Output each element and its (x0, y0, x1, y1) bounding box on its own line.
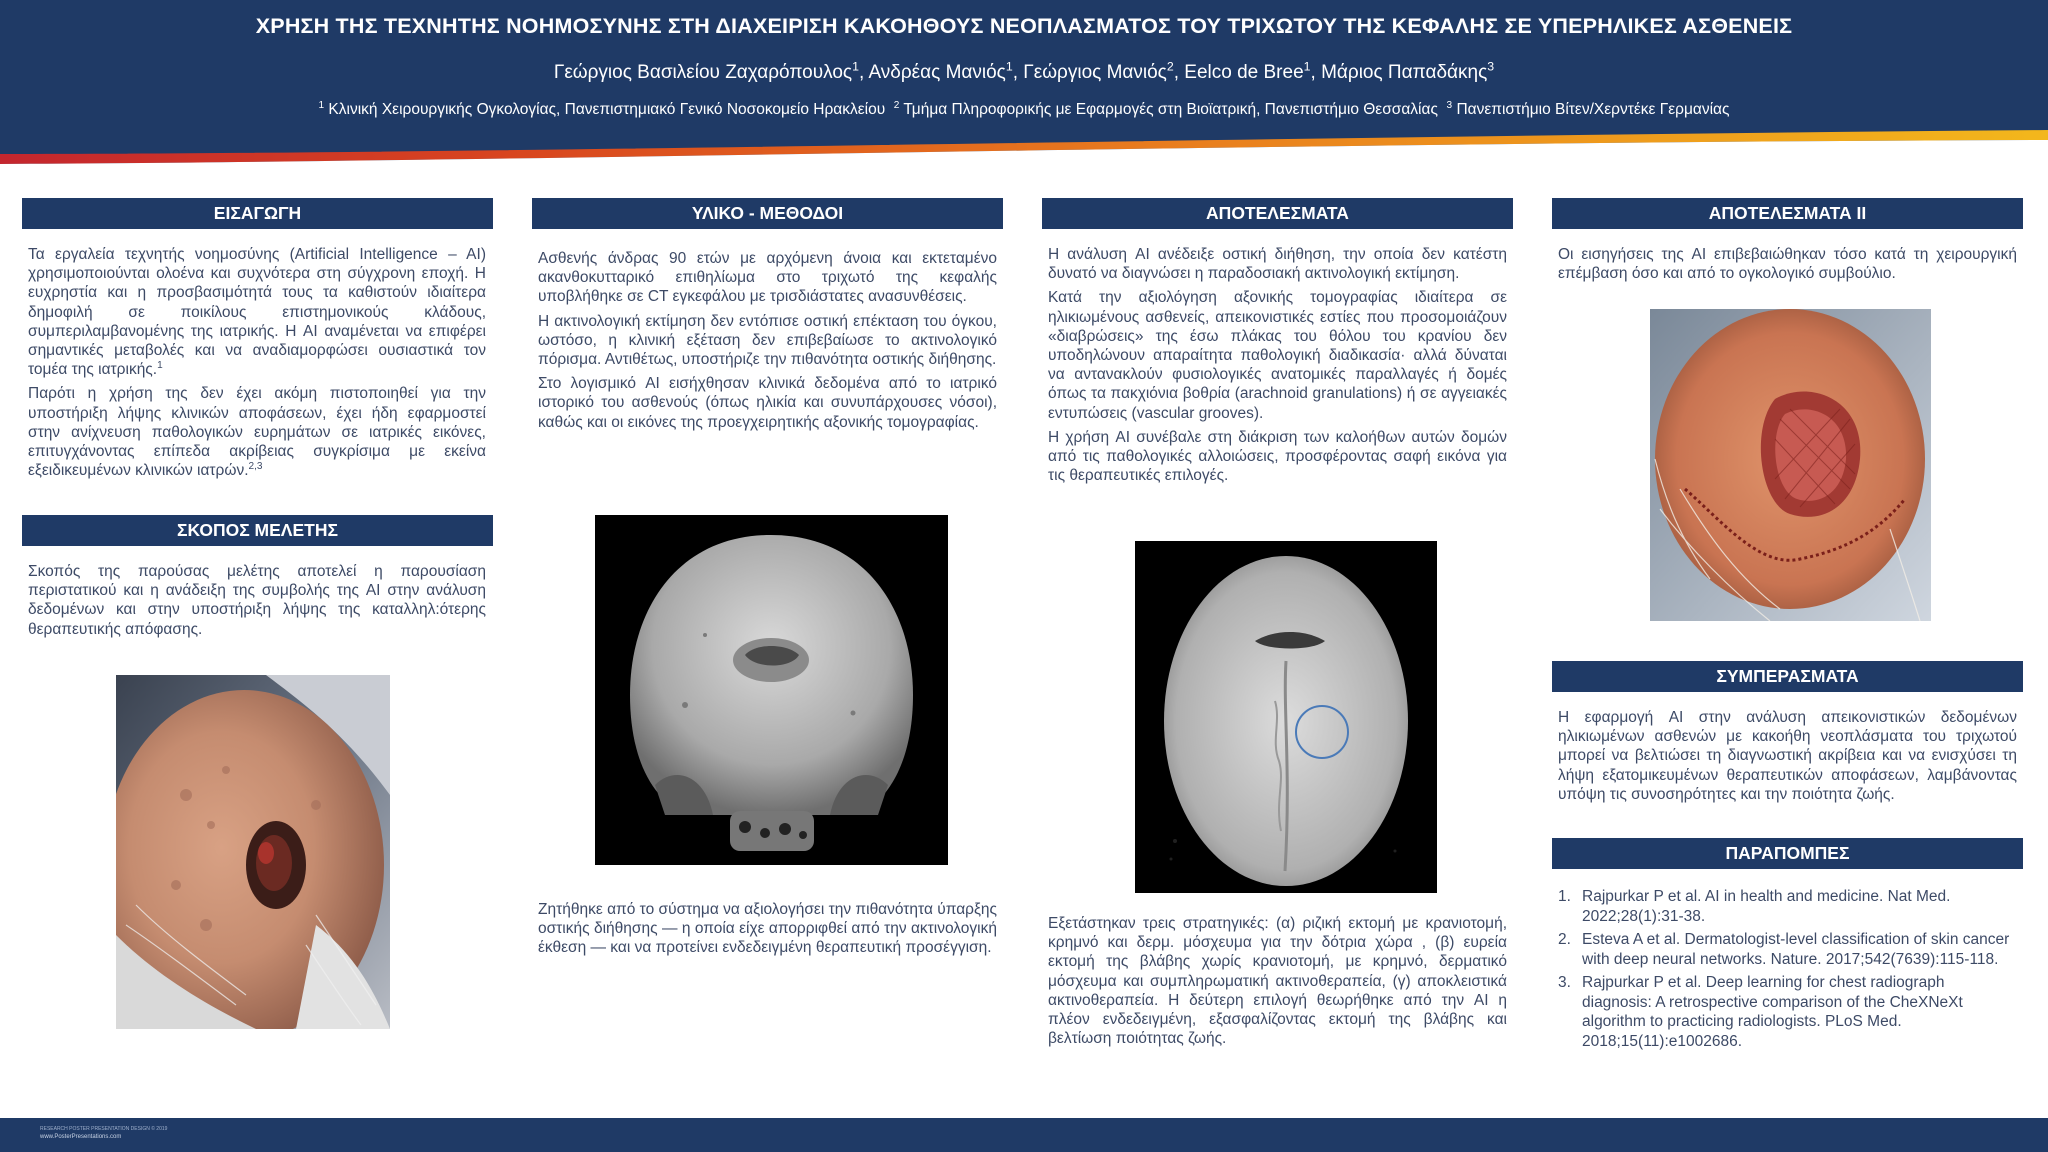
scalp-lesion-illustration (116, 675, 390, 1029)
section-heading-conclusions: ΣΥΜΠΕΡΑΣΜΑΤΑ (1552, 661, 2023, 692)
scalp-lesion-photo (116, 675, 390, 1029)
reference-item (1558, 887, 2017, 926)
affiliation-mark: 1 (318, 99, 325, 111)
author: Γεώργιος Βασιλείου Ζαχαρόπουλος (553, 62, 853, 83)
conclusions-paragraph: Η εφαρμογή AI στην ανάλυση απεικονιστικών δεδομένων ηλικιωμένων ασθενών με κακοήθη νεοπλάσματα του τριχωτού μπορεί να βελτιώσει τη διαγνωστική ακρίβεια και να ενισχύσει τη λήψη εξατομικευμένων θεραπευτικών αποφάσεων, λαμβάνοντας υπόψη τις συνοσηρότητες και την ποιότητα ζωής. (1558, 709, 2017, 803)
reference-text: Rajpurkar P et al. AI in health and medicine. Nat Med. 2022;28(1):31-38. (1582, 888, 1951, 925)
postoperative-photo (1650, 309, 1931, 621)
citation-mark: 1 (157, 360, 163, 372)
author-separator: , (1012, 62, 1024, 83)
results-paragraph: Η ανάλυση AI ανέδειξε οστική διήθηση, την οποία δεν κατέστη δυνατό να διαγνώσει η παραδοσιακή ακτινολογική εκτίμηση. (1048, 246, 1507, 283)
reference-text: Rajpurkar P et al. Deep learning for chest radiograph diagnosis: A retrospective comparison of the CheXNeXt algorithm to practicing radiologists. PLoS Med. 2018;15(11):e1002686. (1582, 974, 1963, 1050)
author-separator: , (858, 62, 869, 83)
section-heading-methods: ΥΛΙΚΟ - ΜΕΘΟΔΟΙ (532, 198, 1003, 229)
intro-paragraph (28, 245, 486, 379)
results-text-bottom (1048, 914, 1507, 1048)
author-affiliation-mark: 1 (852, 59, 859, 74)
author-affiliation-mark: 3 (1487, 59, 1495, 74)
intro-paragraph-text: Παρότι η χρήση της δεν έχει ακόμη πιστοποιηθεί για την υποστήριξη λήψης κλινικών αποφάσεων, έχει ήδη εφαρμοστεί στην ανίχνευση παθολογικών ευρημάτων σε ιατρικές εικόνες, επιτυγχάνοντας επίπεδα ακρίβειας συγκρίσιμα με εκείνα εξειδικευμένων κλινικών ιατρών. (28, 385, 486, 480)
intro-paragraph-text: Τα εργαλεία τεχνητής νοημοσύνης (Artificial Intelligence – AI) χρησιμοποιούνται ολοένα και συχνότερα στη σύγχρονη εποχή. Η ευχρηστία και η προσβασιμότητά τους τα καθιστούν ιδιαίτερα δημοφιλή σε ποικίλους επιστημονικούς κλάδους, συμπεριλαμβανομένης της ιατρικής. Η AI αναμένεται να επιφέρει σημαντικές μεταβολές και να αναδιαμορφώσει ουσιαστικά τον τομέα της ιατρικής. (28, 246, 486, 379)
poster-header (0, 0, 2048, 170)
author: Ανδρέας Μανιός (868, 62, 1006, 83)
skull-illustration (595, 515, 948, 865)
results-text (1048, 245, 1507, 485)
methods-paragraph: Στο λογισμικό AI εισήχθησαν κλινικά δεδομένα από το ιατρικό ιστορικό του ασθενούς (όπως ηλικία και συνυπάρχουσες νόσοι), καθώς και οι εικόνες της προεγχειρητικής αξονικής τομογραφίας. (538, 375, 997, 431)
author-affiliation-mark: 1 (1303, 59, 1311, 74)
results2-paragraph: Οι εισηγήσεις της AI επιβεβαιώθηκαν τόσο κατά τη χειρουργική επέμβαση όσο και από το ογκολογικό συμβούλιο. (1558, 246, 2017, 283)
affiliation: Κλινική Χειρουργικής Ογκολογίας, Πανεπιστημιακό Γενικό Νοσοκομείο Ηρακλείου (324, 101, 894, 118)
citation-mark: 2,3 (248, 461, 263, 473)
footer-url: www.PosterPresentations.com (40, 1134, 122, 1140)
section-heading-references: ΠΑΡΑΠΟΜΠΕΣ (1552, 838, 2023, 869)
reference-number: 1. (1558, 888, 1571, 905)
reference-item (1558, 930, 2017, 969)
author: Μάριος Παπαδάκης (1321, 62, 1488, 83)
postoperative-illustration (1650, 309, 1931, 621)
affiliation: Τμήμα Πληροφορικής με Εφαρμογές στη Βιοϊατρική, Πανεπιστήμιο Θεσσαλίας (899, 101, 1447, 118)
affiliation-mark: 2 (893, 99, 900, 111)
authors-line (0, 59, 2048, 84)
reference-item (1558, 973, 2017, 1051)
intro-paragraph (28, 384, 486, 480)
conclusions-text (1558, 708, 2017, 804)
section-heading-intro: ΕΙΣΑΓΩΓΗ (22, 198, 493, 229)
author-affiliation-mark: 1 (1005, 59, 1013, 74)
ct-3d-skull-top (1135, 541, 1437, 893)
results-paragraph: Εξετάστηκαν τρεις στρατηγικές: (α) ριζική εκτομή με κρανιοτομή, κρημνό και δερμ. μόσχευμα για την δότρια χώρα , (β) ευρεία εκτομή της βλάβης χωρίς κρανιοτομή, με κρημνό, δερματικό μόσχευμα και συμπληρωματική ακτινοθεραπεία, (γ) αποκλειστικά ακτινοθεραπεία. Η δεύτερη επιλογή θεωρήθηκε από την AI η πλέον ενδεδειγμένη, εξασφαλίζοντας εκτομή της βλάβης και βελτίωση ποιότητας ζωής. (1048, 915, 1507, 1048)
reference-number: 3. (1558, 974, 1571, 991)
author: Γεώργιος Μανιός (1023, 62, 1167, 83)
results-paragraph: Η χρήση AI συνέβαλε στη διάκριση των καλοήθων αυτών δομών από τις παθολογικές αλλοιώσεις, προσφέροντας σαφή εικόνα για τις θεραπευτικές επιλογές. (1048, 428, 1507, 485)
aim-paragraph: Σκοπός της παρούσας μελέτης αποτελεί η παρουσίαση περιστατικού και η ανάδειξη της συμβολής της AI στην ανάλυση δεδομένων και στην υποστήριξη λήψης της καταλληλ:ότερης θεραπευτικής απόφασης. (28, 563, 486, 638)
results-paragraph: Κατά την αξιολόγηση αξονικής τομογραφίας ιδιαίτερα σε ηλικιωμένους ασθενείς, απεικονιστικές εστίες που προσομοιάζουν «διαβρώσεις» της έσω πλάκας του θόλου του κρανίου δεν υποδηλώνουν απαραίτητα παθολογική διαδικασία· αλλά δύναται να αντανακλούν φυσιολογικές ανατομικές παραλλαγές ή δομές όπως τα πακχιόνια βοθρία (arachnoid granulations) ή σε αγγειακές εντυπώσεις (vascular grooves). (1048, 289, 1507, 422)
methods-text (538, 249, 997, 432)
section-heading-results-2: ΑΠΟΤΕΛΕΣΜΑΤΑ ΙΙ (1552, 198, 2023, 229)
author-separator: , (1310, 62, 1322, 83)
header-swoosh (0, 118, 2048, 170)
methods-paragraph: Ζητήθηκε από το σύστημα να αξιολογήσει την πιθανότητα ύπαρξης οστικής διήθησης — η οποία είχε απορριφθεί από την ακτινολογική έκθεση — και να προτείνει ενδεδειγμένη θεραπευτική προσέγγιση. (538, 901, 997, 957)
author-affiliation-mark: 2 (1166, 59, 1174, 74)
section-heading-results: ΑΠΟΤΕΛΕΣΜΑΤΑ (1042, 198, 1513, 229)
affiliation-mark: 3 (1446, 99, 1453, 111)
affiliation: Πανεπιστήμιο Βίτεν/Χερντέκε Γερμανίας (1452, 101, 1730, 118)
reference-text: Esteva A et al. Dermatologist-level classification of skin cancer with deep neural networks. Nature. 2017;542(7639):115-118. (1582, 931, 2010, 968)
methods-paragraph: Η ακτινολογική εκτίμηση δεν εντόπισε οστική επέκταση του όγκου, ωστόσο, η κλινική εξέταση δεν επιβεβαίωσε το ακτινολογικό πόρισμα. Αντιθέτως, υποστήριζε την πιθανότητα οστικής διήθησης. (538, 312, 997, 369)
section-heading-aim: ΣΚΟΠΟΣ ΜΕΛΕΤΗΣ (22, 515, 493, 546)
reference-number: 2. (1558, 931, 1571, 948)
references-list (1558, 887, 2017, 1055)
author-separator: , (1173, 62, 1185, 83)
results2-text (1558, 245, 2017, 283)
ct-3d-skull-front (595, 515, 948, 865)
affiliations-line (0, 101, 2048, 119)
skull-top-illustration (1135, 541, 1437, 893)
methods-paragraph: Ασθενής άνδρας 90 ετών με αρχόμενη άνοια και εκτεταμένο ακανθοκυτταρικό επιθηλίωμα στο τριχωτό της κεφαλής υποβλήθηκε σε CT εγκεφάλου με τρισδιάστατες ανασυνθέσεις. (538, 250, 997, 306)
intro-text (28, 245, 486, 480)
poster-title: ΧΡΗΣΗ ΤΗΣ ΤΕΧΝΗΤΗΣ ΝΟΗΜΟΣΥΝΗΣ ΣΤΗ ΔΙΑΧΕΙΡΙΣΗ ΚΑΚΟΗΘΟΥΣ ΝΕΟΠΛΑΣΜΑΤΟΣ ΤΟΥ ΤΡΙΧΩΤΟΥ ΤΗΣ ΚΕΦΑΛΗΣ ΣΕ ΥΠΕΡΗΛΙΚΕΣ ΑΣΘΕΝΕΙΣ (255, 14, 1793, 38)
footer-credit: RESEARCH POSTER PRESENTATION DESIGN © 2019 (40, 1126, 168, 1132)
methods-text-bottom (538, 900, 997, 958)
author: Eelco de Bree (1184, 62, 1304, 83)
poster-footer (0, 1118, 2048, 1152)
aim-text (28, 562, 486, 639)
